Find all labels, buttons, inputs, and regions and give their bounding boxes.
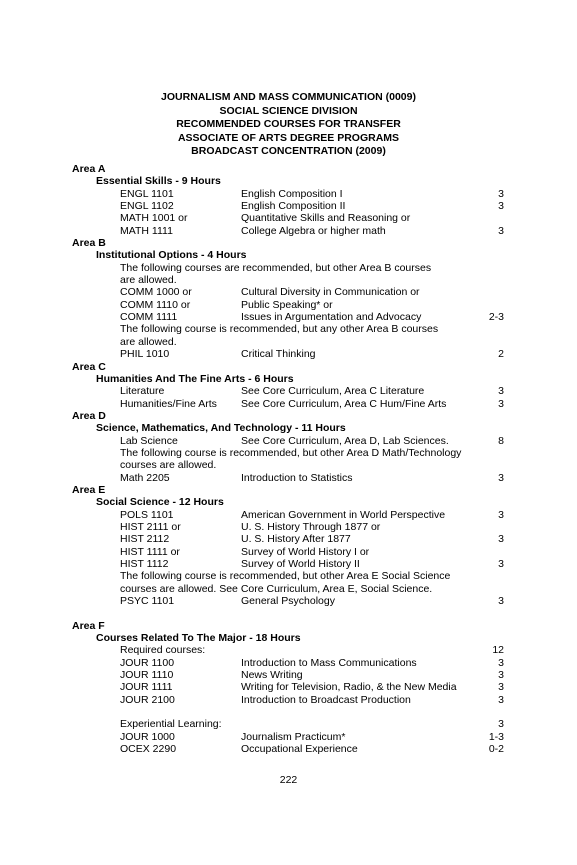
section-heading: Science, Mathematics, And Technology - 11 Hours <box>96 422 346 435</box>
course-title: Introduction to Statistics <box>241 471 353 484</box>
title-line: JOURNALISM AND MASS COMMUNICATION (0009) <box>161 91 416 103</box>
course-row <box>72 472 512 484</box>
course-title: See Core Curriculum, Area C Hum/Fine Arts <box>241 397 447 410</box>
course-hours: 3 <box>498 558 504 570</box>
note-text: are allowed. <box>120 274 177 287</box>
note-text: The following courses are recommended, but other Area B courses <box>120 261 432 274</box>
course-hours: 3 <box>498 224 504 237</box>
course-row <box>72 595 512 607</box>
section-heading: Humanities And The Fine Arts - 6 Hours <box>96 372 294 385</box>
course-code: COMM 1110 or <box>120 298 191 311</box>
area-heading: Area E <box>72 483 106 496</box>
course-row <box>72 743 512 755</box>
course-hours: 3 <box>498 397 504 410</box>
course-title: Quantitative Skills and Reasoning or <box>241 212 411 225</box>
note-text: courses are allowed. <box>120 459 217 472</box>
course-row <box>72 200 512 212</box>
course-row <box>72 558 512 570</box>
area-heading: Area D <box>72 409 106 422</box>
course-row <box>72 385 512 397</box>
course-code: JOUR 1111 <box>120 681 173 694</box>
course-row <box>72 669 512 681</box>
note-text: are allowed. <box>120 335 177 348</box>
course-list <box>72 163 512 756</box>
course-row <box>72 546 512 558</box>
course-title: Writing for Television, Radio, & the New Media <box>241 681 457 694</box>
course-row <box>72 299 512 311</box>
course-title: See Core Curriculum, Area C Literature <box>241 385 425 398</box>
course-code: Required courses: <box>120 644 206 657</box>
note-text: The following course is recommended, but any other Area B courses <box>120 323 439 336</box>
course-code: COMM 1111 <box>120 311 178 324</box>
course-code: ENGL 1101 <box>120 187 174 200</box>
course-hours: 3 <box>498 508 504 521</box>
page-number: 222 <box>279 774 298 786</box>
course-hours: 1-3 <box>488 730 504 743</box>
section-heading: Courses Related To The Major - 18 Hours <box>96 632 301 645</box>
course-hours: 2 <box>498 348 504 361</box>
note-text: The following course is recommended, but other Area D Math/Technology <box>120 446 462 459</box>
course-hours: 3 <box>498 681 504 694</box>
course-code: HIST 1111 or <box>120 545 180 558</box>
course-title: American Government in World Perspective <box>241 508 446 521</box>
course-title: Introduction to Mass Communications <box>241 656 417 669</box>
course-title: Introduction to Broadcast Production <box>241 693 411 706</box>
course-row <box>72 718 512 730</box>
course-code: HIST 2112 <box>120 533 170 546</box>
course-hours: 8 <box>498 434 504 447</box>
course-row <box>72 398 512 410</box>
course-code: Literature <box>120 385 165 398</box>
course-title: English Composition I <box>241 187 343 200</box>
course-hours: 3 <box>498 693 504 706</box>
course-hours: 3 <box>498 200 504 213</box>
course-row <box>72 509 512 521</box>
course-hours: 2-3 <box>488 311 504 324</box>
course-row <box>72 435 512 447</box>
course-code: JOUR 1100 <box>120 656 175 669</box>
course-code: Lab Science <box>120 434 178 447</box>
course-code: JOUR 1110 <box>120 669 174 682</box>
course-row <box>72 694 512 706</box>
course-title: Critical Thinking <box>241 348 316 361</box>
area-heading: Area F <box>72 619 105 632</box>
course-hours: 3 <box>498 187 504 200</box>
course-code: Experiential Learning: <box>120 718 222 731</box>
course-code: MATH 1111 <box>120 224 173 237</box>
course-code: HIST 1112 <box>120 558 169 570</box>
area-heading: Area C <box>72 360 106 373</box>
course-hours: 3 <box>498 533 504 546</box>
title-line: SOCIAL SCIENCE DIVISION <box>219 104 358 117</box>
course-hours: 3 <box>498 718 504 731</box>
course-row <box>72 681 512 693</box>
course-row <box>72 657 512 669</box>
course-row <box>72 212 512 224</box>
note-text: The following course is recommended, but other Area E Social Science <box>120 570 451 583</box>
course-title: Issues in Argumentation and Advocacy <box>241 311 422 324</box>
course-hours: 3 <box>498 656 504 669</box>
course-title: Public Speaking* or <box>241 298 333 311</box>
course-title: English Composition II <box>241 200 346 213</box>
course-hours: 3 <box>498 471 504 484</box>
section-heading: Social Science - 12 Hours <box>96 496 224 509</box>
course-code: JOUR 2100 <box>120 693 175 706</box>
course-title: Journalism Practicum* <box>241 730 346 743</box>
course-row <box>72 188 512 200</box>
course-row <box>72 731 512 743</box>
course-title: U. S. History After 1877 <box>241 533 351 546</box>
course-title: General Psychology <box>241 595 335 608</box>
course-code: HIST 2111 or <box>120 520 181 533</box>
course-code: OCEX 2290 <box>120 743 177 756</box>
course-code: COMM 1000 or <box>120 286 192 299</box>
course-code: Math 2205 <box>120 471 170 484</box>
course-code: Humanities/Fine Arts <box>120 397 217 410</box>
course-code: POLS 1101 <box>120 508 174 521</box>
area-heading: Area A <box>72 163 106 175</box>
course-row <box>72 533 512 545</box>
area-heading: Area B <box>72 237 106 250</box>
document-title <box>0 91 577 159</box>
course-title: Survey of World History II <box>241 558 360 570</box>
note-text: courses are allowed. See Core Curriculum, Area E, Social Science. <box>120 582 433 595</box>
title-line: ASSOCIATE OF ARTS DEGREE PROGRAMS <box>177 131 400 144</box>
course-hours: 3 <box>498 595 504 608</box>
course-title: Survey of World History I or <box>241 545 370 558</box>
course-hours: 0-2 <box>488 743 504 756</box>
course-code: PHIL 1010 <box>120 348 170 361</box>
course-code: JOUR 1000 <box>120 730 175 743</box>
course-hours: 3 <box>498 669 504 682</box>
course-code: MATH 1001 or <box>120 212 188 225</box>
course-title: See Core Curriculum, Area D, Lab Sciences. <box>241 434 449 447</box>
course-title: Cultural Diversity in Communication or <box>241 286 420 299</box>
course-title: U. S. History Through 1877 or <box>241 520 381 533</box>
spacer <box>72 607 512 619</box>
section-heading: Essential Skills - 9 Hours <box>96 175 221 188</box>
title-line: RECOMMENDED COURSES FOR TRANSFER <box>176 118 401 130</box>
course-title: News Writing <box>241 669 303 682</box>
title-line: BROADCAST CONCENTRATION (2009) <box>191 145 386 157</box>
course-row <box>72 311 512 323</box>
course-hours: 3 <box>498 385 504 398</box>
course-code: PSYC 1101 <box>120 595 175 608</box>
course-title: Occupational Experience <box>241 743 358 756</box>
course-hours: 12 <box>492 644 504 657</box>
course-row <box>72 348 512 360</box>
course-title: College Algebra or higher math <box>241 224 386 237</box>
spacer <box>72 706 512 718</box>
course-row <box>72 521 512 533</box>
course-row <box>72 644 512 656</box>
course-row <box>72 225 512 237</box>
course-row <box>72 286 512 298</box>
course-code: ENGL 1102 <box>120 200 174 213</box>
section-heading: Institutional Options - 4 Hours <box>96 249 247 262</box>
